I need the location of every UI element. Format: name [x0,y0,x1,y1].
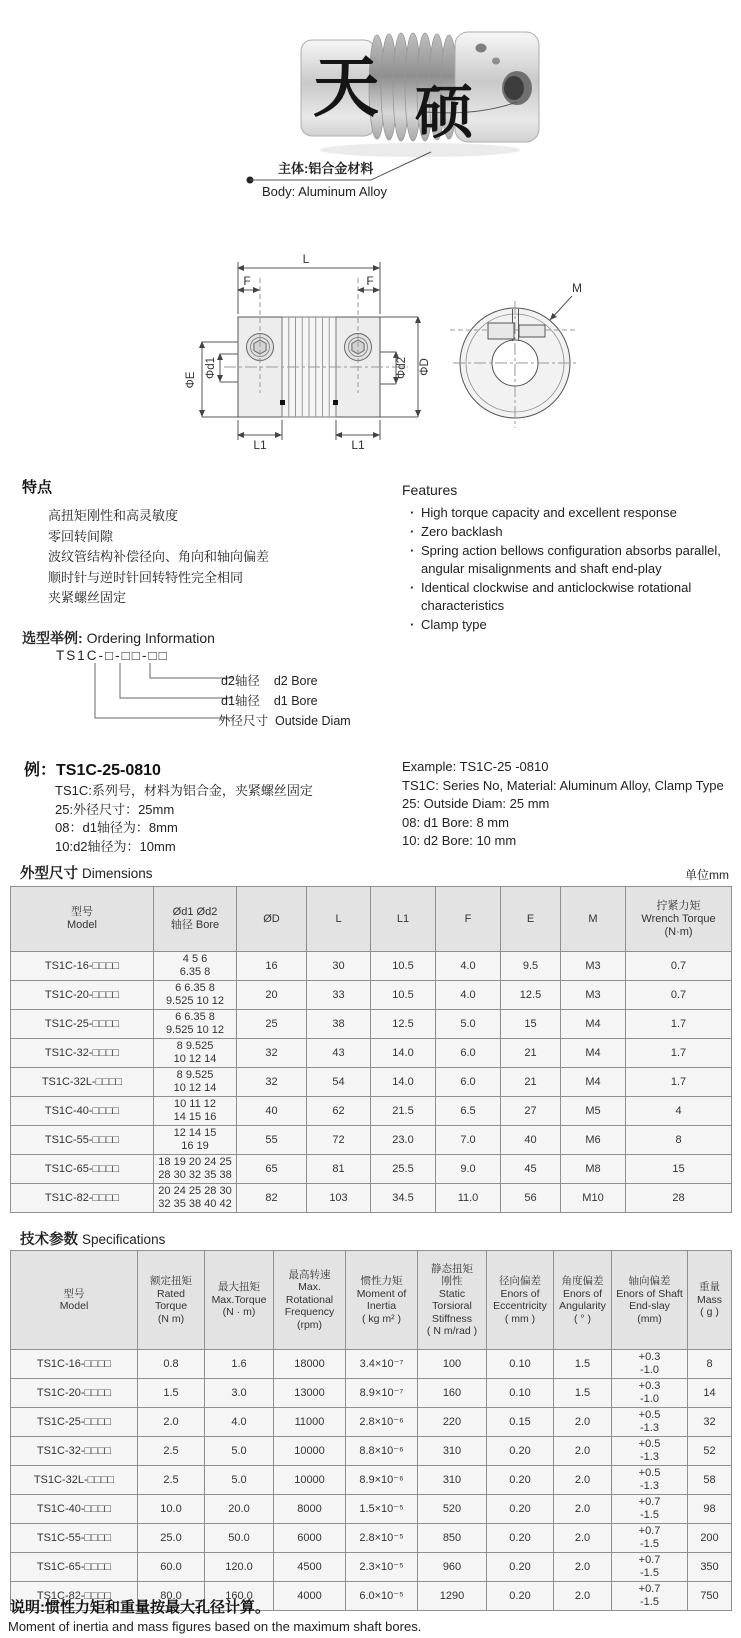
value-cell: 21 [501,1068,561,1097]
value-cell: 43 [307,1039,371,1068]
value-cell: +0.7 -1.5 [612,1495,688,1524]
value-cell: 30 [307,952,371,981]
features-list-zh [48,506,378,609]
ordering-title [22,628,215,648]
ordering-row-d1-zh: d1轴径 [221,694,260,708]
list-item: TS1C:系列号，材料为铝合金，夹紧螺丝固定 [55,783,313,798]
model-cell: TS1C-40-□□□□ [11,1495,138,1524]
value-cell: 1.5 [554,1379,612,1408]
value-cell: 10.5 [371,981,436,1010]
model-cell: TS1C-25-□□□□ [11,1408,138,1437]
model-cell: TS1C-55-□□□□ [11,1524,138,1553]
model-cell: TS1C-25-□□□□ [11,1010,154,1039]
table-row [11,952,732,981]
value-cell: M6 [561,1126,626,1155]
model-cell: TS1C-20-□□□□ [11,981,154,1010]
value-cell: 0.7 [626,981,732,1010]
value-cell: 1.5×10⁻⁵ [346,1495,418,1524]
value-cell: M8 [561,1155,626,1184]
value-cell: 750 [688,1582,732,1611]
value-cell: 2.8×10⁻⁵ [346,1524,418,1553]
body-material-label-zh: 主体:铝合金材料 [278,161,374,176]
value-cell: 54 [307,1068,371,1097]
value-cell: 310 [418,1437,487,1466]
table-row [11,1495,732,1524]
value-cell: 2.3×10⁻⁵ [346,1553,418,1582]
table-row [11,1097,732,1126]
ordering-connector-lines [85,662,235,724]
screw-hole-2 [492,58,500,65]
dim-label-L: L [302,252,310,266]
table-row [11,1155,732,1184]
value-cell: 72 [307,1126,371,1155]
value-cell: 0.20 [487,1466,554,1495]
list-item: 08：d1轴径为：8mm [55,820,178,835]
features-title-zh: 特点 [22,479,53,496]
value-cell: 12.5 [371,1010,436,1039]
specs-title [20,1228,165,1249]
dim-phid2 [380,352,396,384]
value-cell: 20 24 25 28 30 32 35 38 40 42 [154,1184,237,1213]
value-cell: 103 [307,1184,371,1213]
value-cell: 6 6.35 8 9.525 10 12 [154,1010,237,1039]
value-cell: 32 [688,1408,732,1437]
specifications-table [10,1250,732,1611]
model-cell: TS1C-82-□□□□ [11,1184,154,1213]
features-list-en [408,504,736,635]
M-leader-line [550,296,572,320]
value-cell: 4500 [274,1553,346,1582]
model-cell: TS1C-55-□□□□ [11,1126,154,1155]
value-cell: 8 [626,1126,732,1155]
value-cell: +0.7 -1.5 [612,1582,688,1611]
table-row [11,1379,732,1408]
watermark-char-2: 硕 [415,80,474,145]
ordering-code: TS1C-□-□□-□□ [56,648,169,663]
value-cell: 9.0 [436,1155,501,1184]
value-cell: 8 [688,1350,732,1379]
value-cell: 120.0 [205,1553,274,1582]
value-cell: 18 19 20 24 25 28 30 32 35 38 [154,1155,237,1184]
value-cell: 0.20 [487,1437,554,1466]
value-cell: 33 [307,981,371,1010]
ordering-row-d2 [221,671,318,689]
column-header: 轴向偏差 Enors of Shaft End-slay (mm) [612,1251,688,1350]
header-row [11,1251,732,1350]
value-cell: 9.5 [501,952,561,981]
column-header: 静态扭矩 刚性 Static Torsioral Stiffness ( N m/rad ) [418,1251,487,1350]
value-cell: 12 14 15 16 19 [154,1126,237,1155]
value-cell: 160.0 [205,1582,274,1611]
value-cell: 82 [237,1184,307,1213]
value-cell: +0.5 -1.3 [612,1408,688,1437]
value-cell: 1.7 [626,1068,732,1097]
dim-label-phiD: ΦD [419,358,431,376]
ordering-row-od [218,711,351,729]
example-lines-zh [55,782,395,856]
column-header: 型号 Model [11,887,154,952]
value-cell: 15 [501,1010,561,1039]
value-cell: 80.0 [138,1582,205,1611]
value-cell: +0.5 -1.3 [612,1437,688,1466]
value-cell: M4 [561,1039,626,1068]
list-item: · Zero backlash [408,523,736,541]
value-cell: 2.0 [554,1408,612,1437]
dimensions-title-en: Dimensions [82,866,153,881]
value-cell: 56 [501,1184,561,1213]
value-cell: 850 [418,1524,487,1553]
value-cell: 32 [237,1039,307,1068]
table-row [11,1126,732,1155]
column-header: 拧紧力矩 Wrench Torque (N·m) [626,887,732,952]
value-cell: 10000 [274,1466,346,1495]
column-header: 径向偏差 Enors of Eccentricity ( mm ) [487,1251,554,1350]
value-cell: 38 [307,1010,371,1039]
value-cell: 25.0 [138,1524,205,1553]
value-cell: 0.8 [138,1350,205,1379]
value-cell: 81 [307,1155,371,1184]
column-header: L [307,887,371,952]
value-cell: 2.0 [554,1495,612,1524]
bore-hole-inner [504,76,524,100]
value-cell: 2.0 [554,1582,612,1611]
specs-title-en: Specifications [82,1232,166,1247]
value-cell: 16 [237,952,307,981]
value-cell: 65 [237,1155,307,1184]
dim-L1-left [238,420,282,440]
value-cell: 6.5 [436,1097,501,1126]
value-cell: 10.0 [138,1495,205,1524]
dim-label-L1-left: L1 [253,438,267,452]
value-cell: 8.9×10⁻⁷ [346,1379,418,1408]
value-cell: 4.0 [436,952,501,981]
dimensions-title [20,862,153,883]
value-cell: 160 [418,1379,487,1408]
value-cell: 21.5 [371,1097,436,1126]
list-item: 25: Outside Diam: 25 mm [402,796,550,811]
column-header: 惯性力矩 Moment of Inertia ( kg m² ) [346,1251,418,1350]
list-item: 10: d2 Bore: 10 mm [402,833,517,848]
value-cell: 14.0 [371,1068,436,1097]
value-cell: 520 [418,1495,487,1524]
ordering-row-d2-en: d2 Bore [273,674,318,688]
table-row [11,1524,732,1553]
model-cell: TS1C-65-□□□□ [11,1155,154,1184]
value-cell: 3.0 [205,1379,274,1408]
list-item: Example: TS1C-25 -0810 [402,759,549,774]
value-cell: 14 [688,1379,732,1408]
value-cell: 960 [418,1553,487,1582]
watermark-char-1: 天 [313,50,379,124]
list-item: 高扭矩刚性和高灵敏度 [48,508,179,523]
value-cell: 2.8×10⁻⁶ [346,1408,418,1437]
table-row [11,1408,732,1437]
model-cell: TS1C-40-□□□□ [11,1097,154,1126]
column-header: Ød1 Ød2 轴径 Bore [154,887,237,952]
value-cell: 220 [418,1408,487,1437]
value-cell: M10 [561,1184,626,1213]
dim-label-phid2: Φd2 [396,357,408,379]
value-cell: 11000 [274,1408,346,1437]
model-cell: TS1C-20-□□□□ [11,1379,138,1408]
features-title-en: Features [402,482,458,498]
value-cell: 23.0 [371,1126,436,1155]
value-cell: 8.9×10⁻⁶ [346,1466,418,1495]
specs-table-body [11,1350,732,1611]
value-cell: 0.20 [487,1582,554,1611]
value-cell: 3.4×10⁻⁷ [346,1350,418,1379]
column-header: 角度偏差 Enors of Angularity ( ° ) [554,1251,612,1350]
table-row [11,1039,732,1068]
value-cell: 2.0 [554,1466,612,1495]
value-cell: 1.5 [554,1350,612,1379]
value-cell: 20 [237,981,307,1010]
dim-label-M: M [572,281,582,295]
value-cell: 0.20 [487,1553,554,1582]
value-cell: M4 [561,1010,626,1039]
value-cell: 4 5 6 6.35 8 [154,952,237,981]
value-cell: M4 [561,1068,626,1097]
end-view [450,301,577,428]
column-header: E [501,887,561,952]
value-cell: 18000 [274,1350,346,1379]
dim-L1-right [336,420,380,440]
dim-L [238,262,380,314]
value-cell: 4.0 [205,1408,274,1437]
value-cell: 2.0 [138,1408,205,1437]
value-cell: 2.5 [138,1466,205,1495]
value-cell: 2.0 [554,1437,612,1466]
value-cell: 50.0 [205,1524,274,1553]
value-cell: 60.0 [138,1553,205,1582]
value-cell: 1.7 [626,1010,732,1039]
ordering-title-en: Ordering Information [86,630,215,646]
example-lines-en [402,758,738,851]
value-cell: 58 [688,1466,732,1495]
value-cell: 8 9.525 10 12 14 [154,1039,237,1068]
ordering-row-od-en: Outside Diam [274,714,351,728]
list-item: 25:外径尺寸：25mm [55,801,175,817]
value-cell: 40 [501,1126,561,1155]
value-cell: 25 [237,1010,307,1039]
specs-title-zh: 技术参数 [20,1232,78,1248]
ordering-row-d2-zh: d2轴径 [221,674,260,688]
model-cell: TS1C-32-□□□□ [11,1039,154,1068]
table-row [11,1553,732,1582]
value-cell: 0.10 [487,1379,554,1408]
model-cell: TS1C-32L-□□□□ [11,1466,138,1495]
column-header: M [561,887,626,952]
value-cell: 6.0 [436,1039,501,1068]
column-header: 最高转速 Max. Rotational Frequency (rpm) [274,1251,346,1350]
value-cell: 200 [688,1524,732,1553]
value-cell: 21 [501,1039,561,1068]
value-cell: 8 9.525 10 12 14 [154,1068,237,1097]
column-header: 型号 Model [11,1251,138,1350]
column-header: 最大扭矩 Max.Torque (N · m) [205,1251,274,1350]
dimensions-table-body [11,952,732,1213]
value-cell: 4 [626,1097,732,1126]
table-row [11,1068,732,1097]
list-item: 08: d1 Bore: 8 mm [402,814,509,830]
value-cell: 0.20 [487,1524,554,1553]
dim-label-F-right: F [366,274,374,288]
value-cell: 15 [626,1155,732,1184]
model-cell: TS1C-82-□□□□ [11,1582,138,1611]
specs-table-head [11,1251,732,1350]
value-cell: 13000 [274,1379,346,1408]
table-row [11,1350,732,1379]
table-row [11,981,732,1010]
list-item: TS1C: Series No, Material: Aluminum Alloy, Clamp Type [402,777,724,793]
value-cell: 0.15 [487,1408,554,1437]
column-header: F [436,887,501,952]
model-cell: TS1C-32-□□□□ [11,1437,138,1466]
list-item: · Clamp type [408,616,736,634]
dim-label-phid1: Φd1 [205,357,217,379]
column-header: 额定扭矩 Rated Torque (N m) [138,1251,205,1350]
value-cell: 1.6 [205,1350,274,1379]
ordering-title-zh: 选型举例: [22,630,83,646]
dimensions-title-zh: 外型尺寸 [20,866,78,882]
value-cell: 32 [237,1068,307,1097]
example-title-zh: 例：TS1C-25-0810 [24,762,161,779]
value-cell: +0.3 -1.0 [612,1350,688,1379]
value-cell: 28 [626,1184,732,1213]
value-cell: 40 [237,1097,307,1126]
screw-hole [476,44,487,53]
dimensions-table-head [11,887,732,952]
value-cell: 62 [307,1097,371,1126]
value-cell: M3 [561,952,626,981]
value-cell: 6 6.35 8 9.525 10 12 [154,981,237,1010]
value-cell: 6000 [274,1524,346,1553]
value-cell: 1.7 [626,1039,732,1068]
value-cell: +0.7 -1.5 [612,1553,688,1582]
value-cell: 1.5 [138,1379,205,1408]
table-row [11,1437,732,1466]
value-cell: 34.5 [371,1184,436,1213]
value-cell: +0.3 -1.0 [612,1379,688,1408]
note-en: Moment of inertia and mass figures based on the maximum shaft bores. [8,1619,422,1634]
value-cell: 100 [418,1350,487,1379]
model-cell: TS1C-16-□□□□ [11,1350,138,1379]
value-cell: 5.0 [205,1437,274,1466]
value-cell: 350 [688,1553,732,1582]
model-cell: TS1C-32L-□□□□ [11,1068,154,1097]
value-cell: 12.5 [501,981,561,1010]
value-cell: 98 [688,1495,732,1524]
value-cell: 11.0 [436,1184,501,1213]
value-cell: 1290 [418,1582,487,1611]
value-cell: M3 [561,981,626,1010]
value-cell: 2.5 [138,1437,205,1466]
value-cell: 0.7 [626,952,732,981]
value-cell: 10000 [274,1437,346,1466]
dimensions-table [10,886,732,1213]
list-item: · Spring action bellows configuration absorbs parallel, angular misalignments and shaft end-play [408,542,736,578]
value-cell: 7.0 [436,1126,501,1155]
list-item: 10:d2轴径为：10mm [55,838,176,854]
value-cell: 55 [237,1126,307,1155]
list-item: 零回转间隙 [48,528,114,544]
model-cell: TS1C-16-□□□□ [11,952,154,981]
value-cell: 20.0 [205,1495,274,1524]
dim-label-phiE: ΦE [185,371,197,389]
value-cell: +0.5 -1.3 [612,1466,688,1495]
dim-label-F-left: F [243,274,251,288]
column-header: L1 [371,887,436,952]
ordering-row-od-zh: 外径尺寸 [218,714,269,728]
clamp-slot-left [280,400,285,405]
product-photo [265,10,575,160]
list-item: · High torque capacity and excellent response [408,504,736,522]
ordering-row-d1-en: d1 Bore [273,694,318,708]
value-cell: 310 [418,1466,487,1495]
clamp-slot-right [333,400,338,405]
list-item: · Identical clockwise and anticlockwise rotational characteristics [408,579,736,615]
column-header: 重量 Mass ( g ) [688,1251,732,1350]
value-cell: 0.20 [487,1495,554,1524]
list-item: 夹紧螺丝固定 [48,590,127,605]
value-cell: 5.0 [205,1466,274,1495]
value-cell: 10.5 [371,952,436,981]
column-header: ØD [237,887,307,952]
unit-label: 单位mm [685,868,729,882]
value-cell: 25.5 [371,1155,436,1184]
dim-label-L1-right: L1 [351,438,365,452]
value-cell: 4.0 [436,981,501,1010]
table-row [11,1184,732,1213]
value-cell: 6.0×10⁻⁵ [346,1582,418,1611]
value-cell: 2.0 [554,1553,612,1582]
value-cell: 27 [501,1097,561,1126]
value-cell: 45 [501,1155,561,1184]
list-item: 顺时针与逆时针回转特性完全相同 [48,569,244,585]
value-cell: 2.0 [554,1524,612,1553]
table-row [11,1010,732,1039]
dim-phid1 [220,354,238,382]
value-cell: 10 11 12 14 15 16 [154,1097,237,1126]
value-cell: 8000 [274,1495,346,1524]
value-cell: 5.0 [436,1010,501,1039]
note-zh: 说明:惯性力矩和重量按最大孔径计算。 [10,1599,270,1616]
value-cell: M5 [561,1097,626,1126]
model-cell: TS1C-65-□□□□ [11,1553,138,1582]
value-cell: 8.8×10⁻⁶ [346,1437,418,1466]
value-cell: 0.10 [487,1350,554,1379]
list-item: 波纹管结构补偿径向、角向和轴向偏差 [48,549,270,564]
ordering-row-d1 [221,691,318,709]
header-row [11,887,732,952]
value-cell: 4000 [274,1582,346,1611]
body-material-label-en: Body: Aluminum Alloy [262,184,388,199]
value-cell: +0.7 -1.5 [612,1524,688,1553]
value-cell: 6.0 [436,1068,501,1097]
value-cell: 52 [688,1437,732,1466]
table-row [11,1466,732,1495]
value-cell: 14.0 [371,1039,436,1068]
technical-drawing [180,230,725,452]
